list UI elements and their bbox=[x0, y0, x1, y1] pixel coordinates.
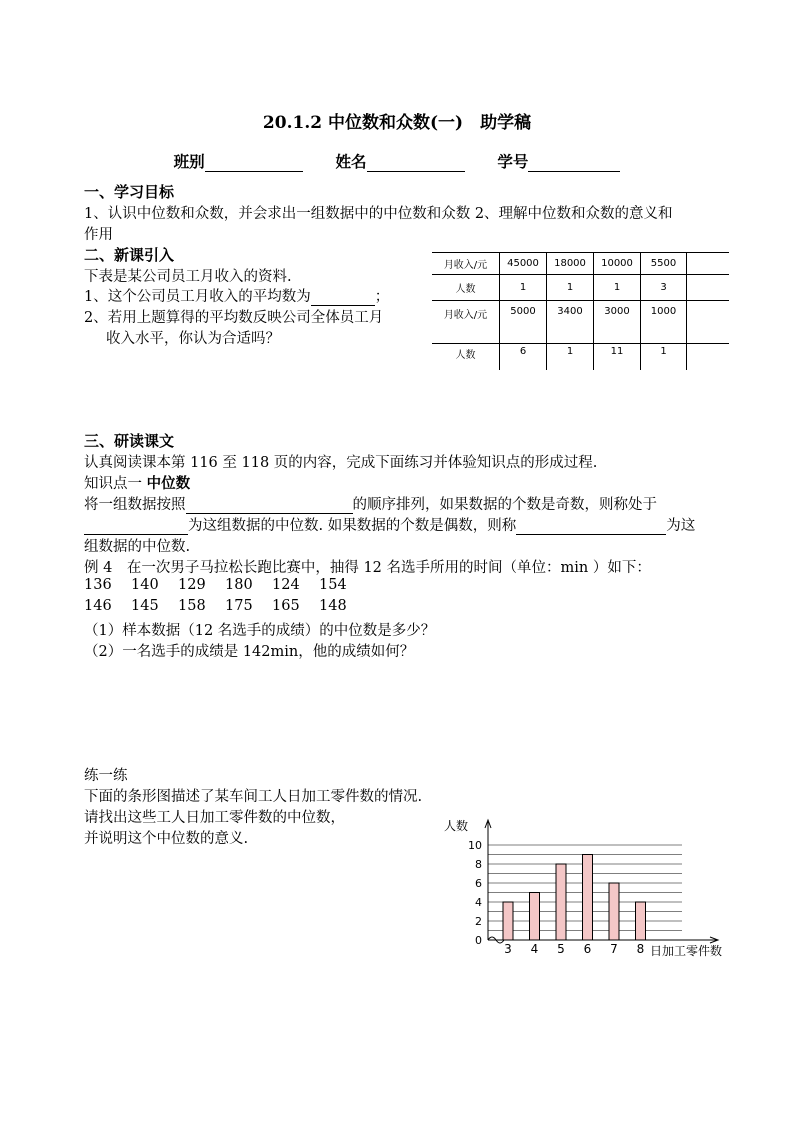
student-info-line bbox=[0, 150, 794, 172]
data-value: 165 bbox=[272, 598, 300, 614]
table-cell: 1 bbox=[547, 275, 594, 301]
bar-4 bbox=[530, 893, 540, 941]
x-tick-label: 8 bbox=[636, 942, 645, 956]
table-cell: 10000 bbox=[594, 253, 641, 275]
table-row bbox=[432, 253, 729, 275]
def1-a: 将一组数据按照 bbox=[84, 497, 186, 513]
data-value: 140 bbox=[131, 577, 159, 593]
example-q1: （1）样本数据（12 名选手的成绩）的中位数是多少？ bbox=[84, 623, 436, 639]
class-blank[interactable] bbox=[205, 155, 303, 172]
practice-line3: 并说明这个中位数的意义. bbox=[84, 831, 249, 847]
x-tick-label: 5 bbox=[557, 942, 565, 956]
y-tick-label: 4 bbox=[475, 896, 482, 909]
q1-end: ； bbox=[374, 289, 390, 305]
table-cell: 5000 bbox=[500, 301, 547, 344]
section1-line1: 1、认识中位数和众数，并会求出一组数据中的中位数和众数 2、理解中位数和众数的意义和 bbox=[84, 206, 673, 222]
bar-5 bbox=[556, 864, 566, 940]
section2-q2-line1: 2、若用上题算得的平均数反映公司全体员工月 bbox=[84, 310, 384, 326]
table-cell: 1 bbox=[594, 275, 641, 301]
data-value: 145 bbox=[131, 598, 159, 614]
even-position-blank[interactable] bbox=[516, 519, 666, 535]
q1-text: 1、这个公司员工月收入的平均数为 bbox=[84, 289, 311, 305]
bar-6 bbox=[583, 855, 593, 941]
data-value: 158 bbox=[178, 598, 206, 614]
bar-7 bbox=[609, 883, 619, 940]
section3-heading: 三、研读课文 bbox=[84, 432, 175, 450]
bar-8 bbox=[636, 902, 646, 940]
section1-heading: 一、学习目标 bbox=[84, 183, 175, 201]
table-cell: 1 bbox=[547, 344, 594, 370]
table-row bbox=[432, 344, 729, 370]
table-cell: 3 bbox=[641, 275, 687, 301]
page-title: 20.1.2 中位数和众数(一) 助学稿 bbox=[262, 113, 532, 133]
average-blank[interactable] bbox=[311, 290, 375, 306]
x-tick-label: 4 bbox=[530, 942, 539, 956]
table-cell: 11 bbox=[594, 344, 641, 370]
data-row-1 bbox=[84, 577, 366, 593]
section2-q2-line2: 收入水平，你认为合适吗？ bbox=[106, 331, 280, 347]
bar-3 bbox=[503, 902, 513, 940]
section2-intro: 下表是某公司员工月收入的资料. bbox=[84, 269, 292, 285]
example-intro: 例 4 在一次男子马拉松长跑比赛中，抽得 12 名选手所用的时间（单位：min ）如下： bbox=[84, 560, 651, 576]
data-value: 148 bbox=[319, 598, 347, 614]
order-blank[interactable] bbox=[186, 498, 353, 514]
y-axis-label: 人数 bbox=[444, 819, 469, 833]
table-cell: 月收入/元 bbox=[432, 253, 500, 275]
definition-line1 bbox=[84, 493, 657, 514]
table-cell bbox=[687, 344, 730, 370]
data-value: 129 bbox=[178, 577, 206, 593]
x-tick-label: 7 bbox=[610, 942, 618, 956]
odd-position-blank[interactable] bbox=[84, 519, 188, 535]
data-value: 136 bbox=[84, 577, 112, 593]
table-cell: 6 bbox=[500, 344, 547, 370]
income-table bbox=[432, 252, 729, 370]
practice-line2: 请找出这些工人日加工零件数的中位数， bbox=[84, 810, 345, 826]
data-value: 146 bbox=[84, 598, 112, 614]
y-tick-label: 10 bbox=[468, 839, 482, 852]
data-value: 175 bbox=[225, 598, 253, 614]
table-cell: 人数 bbox=[432, 275, 500, 301]
y-tick-label: 6 bbox=[475, 877, 482, 890]
table-cell: 1 bbox=[500, 275, 547, 301]
table-cell: 1000 bbox=[641, 301, 687, 344]
practice-heading: 练一练 bbox=[84, 768, 128, 784]
x-tick-label: 3 bbox=[504, 942, 512, 956]
example-q2: （2）一名选手的成绩是 142min，他的成绩如何？ bbox=[84, 644, 415, 660]
table-cell: 3400 bbox=[547, 301, 594, 344]
def2-b: 为这 bbox=[666, 518, 696, 534]
section2-heading: 二、新课引入 bbox=[84, 246, 175, 264]
table-row bbox=[432, 275, 729, 301]
table-cell: 人数 bbox=[432, 344, 500, 370]
name-label: 姓名 bbox=[335, 152, 367, 171]
section1-line2: 作用 bbox=[84, 227, 113, 243]
definition-line2 bbox=[84, 514, 695, 535]
knowledge-point bbox=[84, 472, 190, 493]
x-axis-label: 日加工零件数 bbox=[650, 944, 723, 958]
table-cell: 1 bbox=[641, 344, 687, 370]
x-tick-label: 6 bbox=[583, 942, 592, 956]
parts-bar-chart bbox=[436, 812, 756, 960]
table-row bbox=[432, 301, 729, 344]
section3-intro: 认真阅读课本第 116 至 118 页的内容，完成下面练习并体验知识点的形成过程. bbox=[84, 455, 598, 471]
y-tick-label: 2 bbox=[475, 915, 482, 928]
kp-label: 知识点一 bbox=[84, 476, 147, 492]
class-label: 班别 bbox=[173, 152, 205, 171]
y-tick-label: 0 bbox=[475, 934, 482, 947]
section2-q1 bbox=[84, 285, 389, 306]
table-cell bbox=[687, 301, 730, 344]
table-cell: 3000 bbox=[594, 301, 641, 344]
data-row-2 bbox=[84, 598, 366, 614]
data-value: 180 bbox=[225, 577, 253, 593]
table-cell: 45000 bbox=[500, 253, 547, 275]
def2-a: 为这组数据的中位数. 如果数据的个数是偶数，则称 bbox=[188, 518, 517, 534]
definition-line3: 组数据的中位数. bbox=[84, 539, 191, 555]
practice-line1: 下面的条形图描述了某车间工人日加工零件数的情况. bbox=[84, 789, 423, 805]
y-tick-label: 8 bbox=[475, 858, 482, 871]
def1-b: 的顺序排列，如果数据的个数是奇数，则称处于 bbox=[352, 497, 657, 513]
table-cell: 5500 bbox=[641, 253, 687, 275]
data-value: 124 bbox=[272, 577, 300, 593]
table-cell bbox=[687, 253, 730, 275]
name-blank[interactable] bbox=[367, 155, 465, 172]
table-cell: 18000 bbox=[547, 253, 594, 275]
id-blank[interactable] bbox=[528, 155, 620, 172]
table-cell bbox=[687, 275, 730, 301]
id-label: 学号 bbox=[497, 152, 529, 171]
table-cell: 月收入/元 bbox=[432, 301, 500, 344]
data-value: 154 bbox=[319, 577, 347, 593]
kp-title: 中位数 bbox=[146, 475, 191, 492]
